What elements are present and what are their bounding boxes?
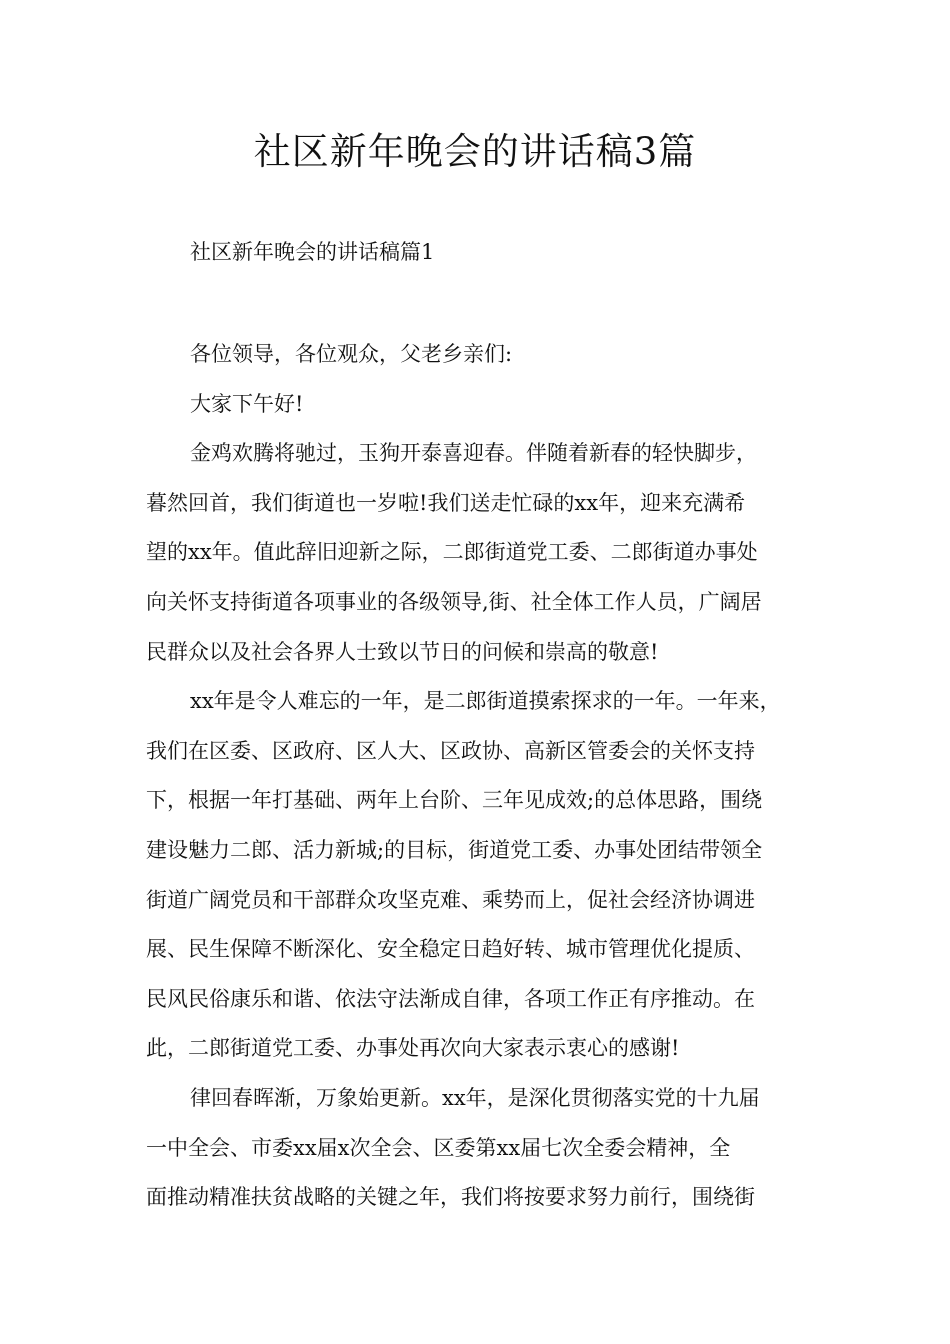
text-line: 展、民生保障不断深化、安全稳定日趋好转、城市管理优化提质、 bbox=[146, 937, 755, 962]
text-line: 下，根据一年打基础、两年上台阶、三年见成效;的总体思路，围绕 bbox=[146, 788, 763, 813]
text-line: 金鸡欢腾将驰过，玉狗开泰喜迎春。伴随着新春的轻快脚步， bbox=[190, 441, 757, 466]
body-paragraph-1 bbox=[146, 429, 810, 677]
text-line: 民风民俗康乐和谐、依法守法渐成自律，各项工作正有序推动。在 bbox=[146, 986, 755, 1011]
text-line: 一中全会、市委xx届x次全会、区委第xx届七次全委会精神，全 bbox=[146, 1135, 731, 1160]
text-line: 向关怀支持街道各项事业的各级领导,街、社全体工作人员，广阔居 bbox=[146, 589, 762, 614]
text-line: 民群众以及社会各界人士致以节日的问候和崇高的敬意! bbox=[146, 639, 659, 664]
body-paragraph-3 bbox=[146, 1074, 810, 1223]
text-line: xx年是令人难忘的一年，是二郎街道摸索探求的一年。一年来， bbox=[190, 689, 781, 714]
text-line: 律回春晖渐，万象始更新。xx年，是深化贯彻落实党的十九届 bbox=[190, 1085, 760, 1110]
section-heading: 社区新年晚会的讲话稿篇1 bbox=[190, 240, 435, 264]
document-title: 社区新年晚会的讲话稿3篇 bbox=[253, 130, 697, 173]
body-paragraph-2 bbox=[146, 677, 810, 1074]
text-line: 我们在区委、区政府、区人大、区政协、高新区管委会的关怀支持 bbox=[146, 738, 755, 763]
text-line: 建设魅力二郎、活力新城;的目标，街道党工委、办事处团结带领全 bbox=[146, 837, 763, 862]
text-line: 暮然回首，我们街道也一岁啦!我们送走忙碌的xx年，迎来充满希 bbox=[146, 490, 746, 515]
greeting-line bbox=[146, 330, 810, 380]
text-line: 望的xx年。值此辞旧迎新之际，二郎街道党工委、二郎街道办事处 bbox=[146, 540, 758, 565]
text-line: 大家下午好! bbox=[190, 391, 304, 416]
text-line: 面推动精准扶贫战略的关键之年，我们将按要求努力前行，围绕街 bbox=[146, 1185, 755, 1210]
text-line: 街道广阔党员和干部群众攻坚克难、乘势而上，促社会经济协调进 bbox=[146, 887, 755, 912]
salutation-line bbox=[146, 380, 810, 430]
text-line: 各位领导，各位观众，父老乡亲们: bbox=[190, 342, 513, 366]
document-body bbox=[146, 330, 810, 1223]
text-line: 此，二郎街道党工委、办事处再次向大家表示衷心的感谢! bbox=[146, 1036, 680, 1061]
